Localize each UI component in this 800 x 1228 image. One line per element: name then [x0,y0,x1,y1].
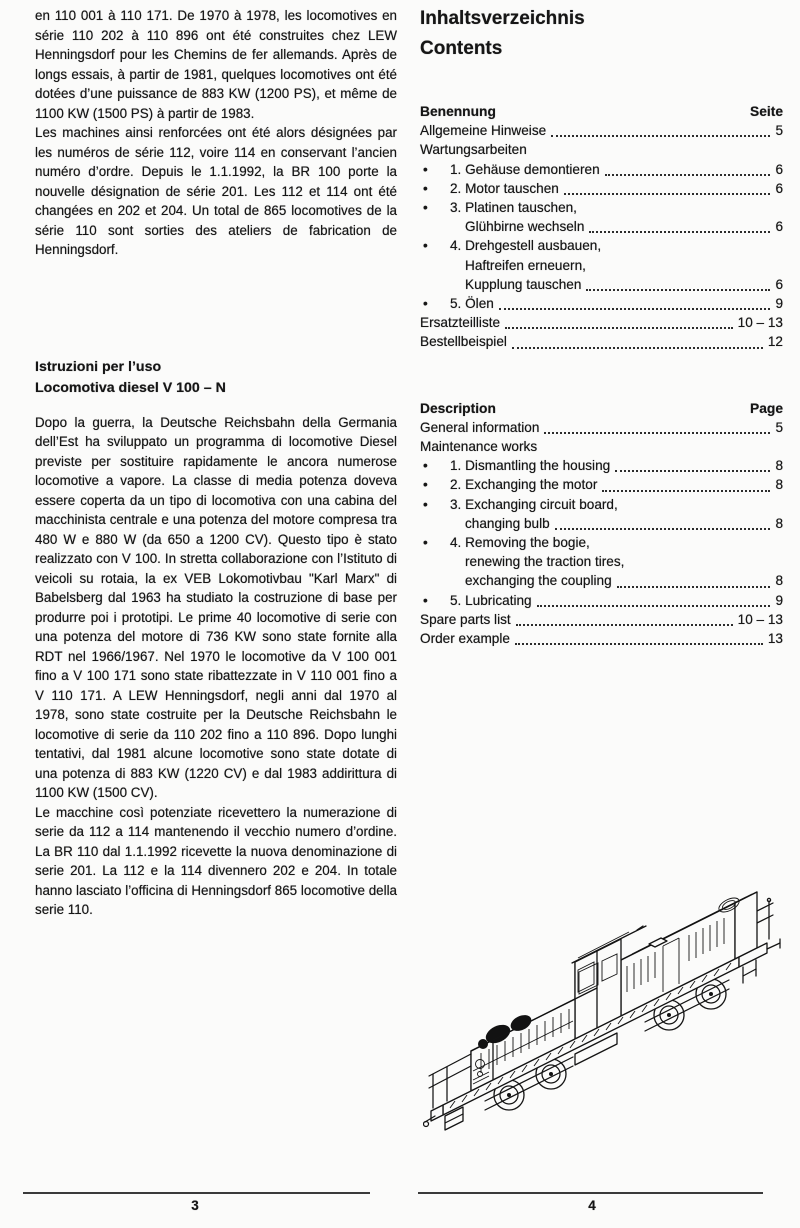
toc-entry-page: 6 [775,161,783,177]
dot-leader [551,135,770,137]
toc-entry-page: 13 [767,631,783,647]
footer-rule-right [418,1192,763,1194]
toc-entry-line [420,160,783,179]
toc-entry-line [420,591,783,610]
toc-entry [420,456,783,475]
toc-entry-label: Haftreifen erneuern, [465,257,586,273]
bullet-icon: • [423,180,428,196]
toc-entry-label: exchanging the coupling [465,573,612,589]
toc-entry-label: Ersatzteilliste [420,315,501,331]
toc-entry [420,533,783,591]
toc-entry-line [420,332,783,351]
toc-entry-line [420,256,783,275]
toc-title-german: Inhaltsverzeichnis [420,8,585,29]
toc-entry-label: Kupplung tauschen [465,276,582,292]
toc-entry [420,121,783,140]
dot-leader [555,528,771,530]
dot-leader [499,308,771,310]
toc-entry [420,591,783,610]
dot-leader [605,174,771,176]
toc-entry-line [420,198,783,217]
toc-entry-label: 5. Ölen [450,296,494,312]
toc-entry [420,332,783,351]
toc-entry [420,179,783,198]
toc-entry-label: Order example [420,631,510,647]
toc-entry [420,236,783,294]
toc-entry-line [420,571,783,590]
toc-entry [420,140,783,159]
toc-entry-label: 2. Motor tauschen [450,180,559,196]
toc-entry [420,629,783,648]
dot-leader [602,490,770,492]
toc-entry-line [420,533,783,552]
bullet-icon: • [423,458,428,474]
toc-german-header-page: Seite [750,104,783,119]
dot-leader [589,231,770,233]
bullet-icon: • [423,496,428,512]
toc-entry-line [420,236,783,255]
italian-section-heading [35,357,397,399]
toc-entry-line [420,418,783,437]
toc-german-header [420,102,783,121]
toc-entry-line [420,514,783,533]
page-number-left: 3 [191,1198,199,1213]
toc-english-header-label: Description [420,400,496,416]
toc-german-header-label: Benennung [420,104,496,119]
toc-entry-line [420,179,783,198]
toc-entry [420,610,783,629]
bullet-icon: • [423,238,428,254]
toc-entry-label: Glühbirne wechseln [465,219,585,235]
toc-entry [420,198,783,236]
toc-entry-page: 5 [775,123,783,139]
toc-entry-page: 5 [775,419,783,435]
toc-entry-label: Maintenance works [420,439,538,455]
toc-german-entries [420,121,783,351]
toc-entry-page: 9 [775,592,783,608]
dot-leader [564,193,771,195]
toc-entry-label: Allgemeine Hinweise [420,123,547,139]
bullet-icon: • [423,592,428,608]
bullet-icon: • [423,161,428,177]
bullet-icon: • [423,296,428,312]
page-number-right: 4 [588,1198,596,1213]
toc-entry-label: Wartungsarbeiten [420,142,527,158]
toc-entry [420,160,783,179]
toc-entry-label: renewing the traction tires, [465,554,625,570]
toc-entry-label: 2. Exchanging the motor [450,477,598,493]
toc-entry-label: Bestellbeispiel [420,334,507,350]
bullet-icon: • [423,477,428,493]
bullet-icon: • [423,200,428,216]
toc-entry-page: 8 [775,477,783,493]
toc-german [420,102,783,352]
toc-entry-label: 4. Drehgestell ausbauen, [450,238,602,254]
dot-leader [505,327,733,329]
locomotive-illustration [423,858,795,1160]
toc-entry-line [420,217,783,236]
dot-leader [586,289,770,291]
toc-entry-page: 6 [775,180,783,196]
toc-entry-line [420,456,783,475]
footer-rule-left [23,1192,370,1194]
toc-entry-page: 6 [775,219,783,235]
toc-entry-page: 12 [767,334,783,350]
dot-leader [515,643,763,645]
toc-entry-label: 1. Gehäuse demontieren [450,161,600,177]
toc-entry-label: 1. Dismantling the housing [450,458,611,474]
toc-entry [420,294,783,313]
toc-english-entries [420,418,783,648]
toc-entry-page: 6 [775,276,783,292]
toc-entry [420,475,783,494]
toc-entry-line [420,313,783,332]
italian-paragraph-2: Le macchine così potenziate ricevettero la numerazione di serie da 112 a 114 mantenendo il vecchio numero d’ordine. La BR 110 dal 1.1.1992 ricevette la nuova denominazione di serie 201. La 112 e la 114 divennero 202 e 204. In totale hanno lasciato l’officina di Henningsdorf 865 locomotive della serie 110. [35,804,397,917]
toc-english [420,399,783,649]
toc-entry-page: 8 [775,515,783,531]
toc-entry-page: 10 – 13 [737,611,783,627]
toc-entry-label: 3. Exchanging circuit board, [450,496,618,512]
dot-leader [544,432,770,434]
toc-entry-line [420,140,783,159]
front-railing [424,1054,472,1130]
long-hood [621,892,757,1016]
dot-leader [516,624,733,626]
dot-leader [615,470,770,472]
toc-entry-line [420,610,783,629]
toc-entry-page: 8 [775,573,783,589]
toc-english-header [420,399,783,418]
toc-entry-label: Spare parts list [420,611,511,627]
italian-heading-line1: Istruzioni per l’uso [35,358,162,375]
toc-entry-page: 9 [775,296,783,312]
toc-entry [420,418,783,437]
toc-entry-line [420,475,783,494]
toc-english-header-page: Page [750,400,783,416]
toc-entry-label: 4. Removing the bogie, [450,535,590,551]
toc-entry-page: 8 [775,458,783,474]
toc-entry [420,437,783,456]
toc-entry-label: 5. Lubricating [450,592,532,608]
toc-entry-label: General information [420,419,540,435]
toc-entry-label: changing bulb [465,515,550,531]
dot-leader [537,605,771,607]
toc-entry-line [420,294,783,313]
toc-entry-page: 10 – 13 [737,315,783,331]
italian-heading-line2: Locomotiva diesel V 100 – N [35,379,226,396]
toc-entry [420,495,783,533]
italian-paragraph-1: Dopo la guerra, la Deutsche Reichsbahn della Germania dell’Est ha sviluppato un programma di locomotive Diesel previste per sostituire rapidamente le ancora numerose locomotive a vapore. La classe di media potenza doveva essere coperta da un tipo di locomotiva con una cabina del macchinista centrale e una potenza del motore compresa tra 480 W e 880 W (da 650 a 1200 CV). Questo tipo è stato realizzato con V 100. In stretta collaborazione con l’Istituto di veicoli su rotaia, la ex VEB Lokomotivbau "Karl Marx" di Babelsberg dal 1963 ha studiato la costruzione di base per produrre poi i prototipi. Le prime 40 locomotive di serie con una potenza del motore di 736 KW sono state fornite alla RDT nel 1966/1967. Nel 1970 le locomotive da V 100 001 fino a V 100 171 sono state ribattezzate in V 110 001 fino a V 110 171. A LEW Henningsdorf, negli anni dal 1970 al 1978, sono state costruite per la Deutsche Reichsbahn le locomotive di serie da 110 202 fino a 110 896. Dopo lunghi tentativi, dal 1981 alcune locomotive sono state dotate di una potenza di 883 KW (1220 CV) e dal 1983 addirittura di 1100 KW (1500 CV). [35,414,397,800]
french-paragraph-1: en 110 001 à 110 171. De 1970 à 1978, les locomotives en série 110 202 à 110 896 ont été construites chez LEW Henningsdorf pour les Chemins de fer allemands. Après de longs essais, à partir de 1981, quelques locomotives ont été dotées d’une puissance de 883 KW (1200 PS), et même de 1100 KW (1500 PS) à partir de 1983. [35,8,397,121]
dot-leader [512,347,763,349]
bullet-icon: • [423,535,428,551]
toc-title-english: Contents [420,38,503,59]
toc-entry [420,313,783,332]
toc-entry-line [420,437,783,456]
toc-entry-line [420,629,783,648]
left-column [35,6,397,920]
right-column [420,4,783,648]
dot-leader [617,586,771,588]
toc-entry-line [420,275,783,294]
toc-entry-line [420,552,783,571]
toc-entry-line [420,495,783,514]
toc-entry-label: 3. Platinen tauschen, [450,200,577,216]
toc-entry-line [420,121,783,140]
french-paragraph-2: Les machines ainsi renforcées ont été alors désignées par les numéros de série 112, voire 114 en conservant l’ancien numéro d’ordre. Depuis le 1.1.1992, la BR 100 porte la nouvelle désignation de série 201. Les 112 et 114 ont été changées en 202 et 204. Un total de 865 locomotives de la série 110 sont sorties des ateliers de fabrication de Henningsdorf. [35,125,397,257]
